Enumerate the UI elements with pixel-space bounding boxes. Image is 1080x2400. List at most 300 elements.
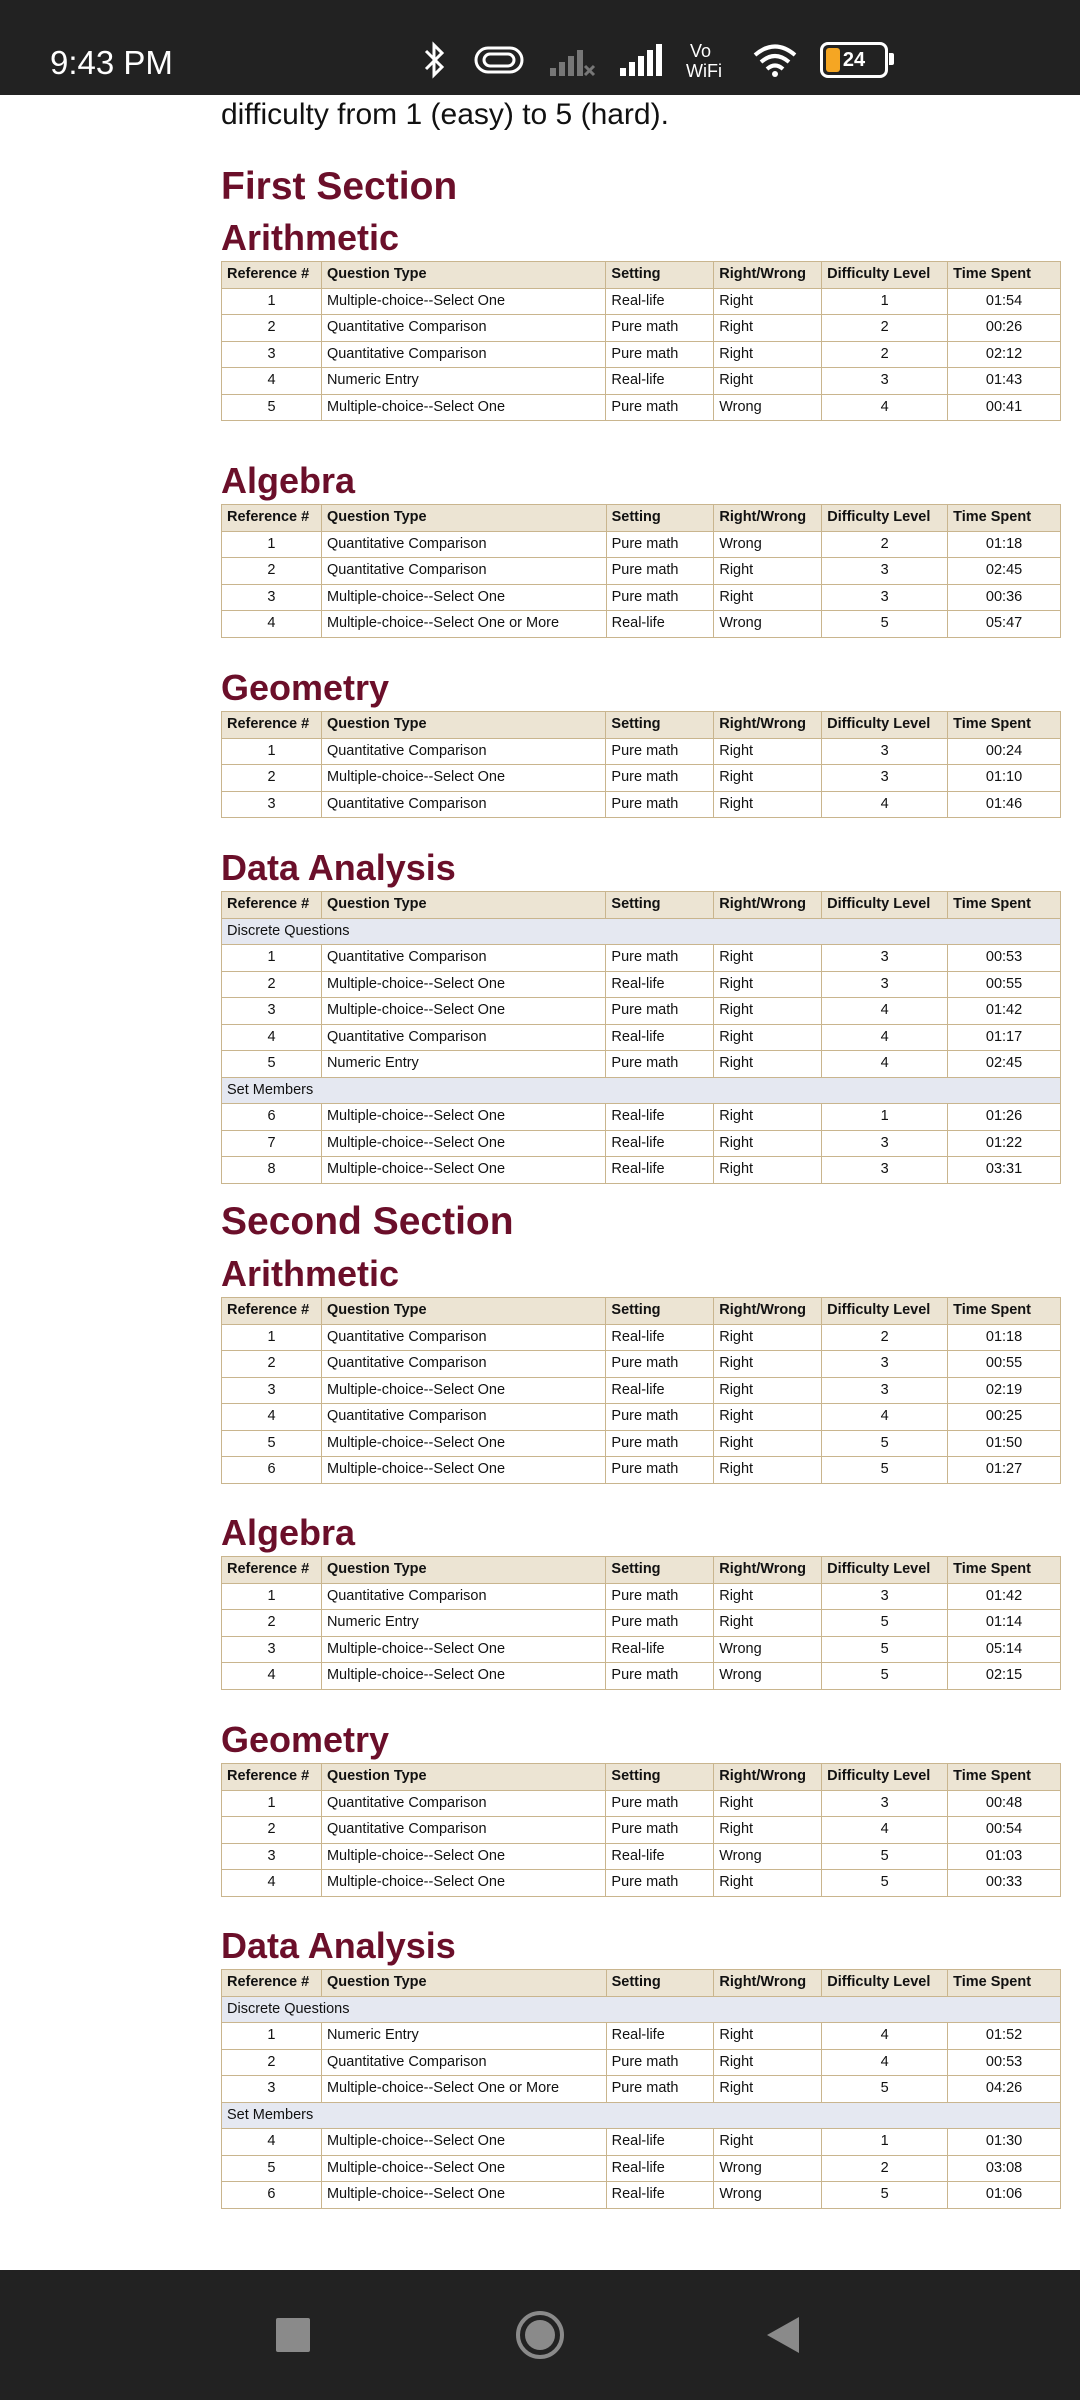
column-header: Setting: [606, 712, 714, 739]
table-cell: Right: [714, 1377, 822, 1404]
table-cell: Pure math: [606, 1817, 714, 1844]
back-triangle-icon: [765, 2315, 801, 2355]
table-cell: Right: [714, 1024, 822, 1051]
column-header: Difficulty Level: [822, 262, 948, 289]
table-cell: 2: [822, 531, 948, 558]
table-cell: 1: [222, 288, 322, 315]
table-cell: 5: [222, 394, 322, 421]
table-row: [222, 2049, 1061, 2076]
table-cell: Right: [714, 945, 822, 972]
subject-title: Arithmetic: [221, 1253, 400, 1294]
table-cell: Pure math: [606, 765, 714, 792]
table-cell: 3: [822, 584, 948, 611]
table-cell: 00:55: [948, 1351, 1061, 1378]
table-cell: 5: [822, 1870, 948, 1897]
table-cell: Quantitative Comparison: [321, 945, 605, 972]
table-row: [222, 584, 1061, 611]
table-cell: 3: [822, 945, 948, 972]
recents-square-icon: [275, 2317, 311, 2353]
table-cell: 01:14: [948, 1610, 1061, 1637]
table-cell: Real-life: [606, 971, 714, 998]
results-table: [221, 711, 1061, 818]
column-header: Setting: [606, 1970, 714, 1997]
table-cell: 2: [222, 2049, 322, 2076]
table-cell: Multiple-choice--Select One: [321, 288, 605, 315]
table-cell: Pure math: [606, 998, 714, 1025]
home-circle-icon: [515, 2310, 565, 2360]
table-cell: Real-life: [606, 2182, 714, 2209]
battery-icon: [820, 42, 888, 78]
table-cell: Right: [714, 1790, 822, 1817]
section-title: Second Section: [221, 1200, 514, 1243]
table-cell: 3: [822, 1583, 948, 1610]
navigation-bar: [0, 2270, 1080, 2400]
table-cell: 3: [222, 1843, 322, 1870]
column-header: Time Spent: [948, 262, 1061, 289]
table-cell: 3: [822, 1130, 948, 1157]
column-header: Setting: [606, 262, 714, 289]
subject-title: Algebra: [221, 460, 356, 501]
home-button[interactable]: [480, 2270, 600, 2400]
column-header: Reference #: [222, 1970, 322, 1997]
table-cell: Pure math: [606, 1404, 714, 1431]
table-cell: 3: [822, 1377, 948, 1404]
table-header-row: [222, 505, 1061, 532]
table-cell: Right: [714, 1324, 822, 1351]
table-row: [222, 765, 1061, 792]
table-cell: Real-life: [606, 1843, 714, 1870]
column-header: Setting: [606, 505, 714, 532]
intro-text: difficulty from 1 (easy) to 5 (hard).: [221, 98, 669, 131]
group-row: [222, 1077, 1061, 1104]
table-row: [222, 2129, 1061, 2156]
table-header-row: [222, 1298, 1061, 1325]
table-cell: Right: [714, 2129, 822, 2156]
table-row: [222, 945, 1061, 972]
table-header-row: [222, 712, 1061, 739]
table-row: [222, 341, 1061, 368]
column-header: Right/Wrong: [714, 1557, 822, 1584]
table-cell: Right: [714, 738, 822, 765]
battery-level: 24: [842, 48, 866, 71]
column-header: Right/Wrong: [714, 1298, 822, 1325]
table-cell: Quantitative Comparison: [321, 315, 605, 342]
table-cell: 3: [822, 738, 948, 765]
table-cell: Pure math: [606, 1790, 714, 1817]
results-table: [221, 1763, 1061, 1897]
table-row: [222, 1870, 1061, 1897]
table-cell: Pure math: [606, 1663, 714, 1690]
column-header: Time Spent: [948, 712, 1061, 739]
table-cell: Real-life: [606, 2155, 714, 2182]
table-cell: Quantitative Comparison: [321, 341, 605, 368]
table-cell: 00:26: [948, 315, 1061, 342]
table-cell: Quantitative Comparison: [321, 738, 605, 765]
table-cell: Right: [714, 1157, 822, 1184]
table-cell: Real-life: [606, 1104, 714, 1131]
table-cell: 4: [222, 1404, 322, 1431]
group-label: Discrete Questions: [222, 918, 1061, 945]
table-cell: Wrong: [714, 1636, 822, 1663]
table-cell: 01:54: [948, 288, 1061, 315]
table-cell: 2: [222, 1351, 322, 1378]
table-row: [222, 394, 1061, 421]
table-cell: Real-life: [606, 1377, 714, 1404]
column-header: Time Spent: [948, 1970, 1061, 1997]
table-cell: Multiple-choice--Select One: [321, 1377, 605, 1404]
table-cell: Pure math: [606, 1457, 714, 1484]
table-row: [222, 2155, 1061, 2182]
table-cell: 02:15: [948, 1663, 1061, 1690]
table-row: [222, 1324, 1061, 1351]
table-cell: Pure math: [606, 738, 714, 765]
table-cell: 03:08: [948, 2155, 1061, 2182]
group-row: [222, 1996, 1061, 2023]
column-header: Reference #: [222, 505, 322, 532]
column-header: Reference #: [222, 1557, 322, 1584]
table-cell: 5: [822, 1843, 948, 1870]
table-cell: Real-life: [606, 1324, 714, 1351]
signal-sim1-icon: [548, 42, 596, 78]
column-header: Difficulty Level: [822, 1298, 948, 1325]
table-cell: 4: [222, 1870, 322, 1897]
table-cell: 3: [822, 971, 948, 998]
table-cell: 3: [222, 1636, 322, 1663]
table-cell: 1: [822, 2129, 948, 2156]
table-row: [222, 2023, 1061, 2050]
table-cell: 6: [222, 1104, 322, 1131]
table-cell: 04:26: [948, 2076, 1061, 2103]
table-cell: 2: [822, 341, 948, 368]
table-cell: Multiple-choice--Select One: [321, 1430, 605, 1457]
table-cell: 4: [822, 1024, 948, 1051]
table-cell: 5: [822, 2182, 948, 2209]
table-cell: 2: [822, 2155, 948, 2182]
table-cell: 8: [222, 1157, 322, 1184]
column-header: Difficulty Level: [822, 712, 948, 739]
table-cell: Quantitative Comparison: [321, 1790, 605, 1817]
table-cell: Quantitative Comparison: [321, 1404, 605, 1431]
table-cell: Real-life: [606, 2023, 714, 2050]
table-cell: Pure math: [606, 1051, 714, 1078]
table-header-row: [222, 892, 1061, 919]
table-cell: 1: [822, 288, 948, 315]
table-cell: Right: [714, 765, 822, 792]
table-cell: 4: [822, 2049, 948, 2076]
table-cell: Multiple-choice--Select One: [321, 765, 605, 792]
table-cell: Multiple-choice--Select One: [321, 1457, 605, 1484]
table-cell: Pure math: [606, 584, 714, 611]
table-cell: 00:25: [948, 1404, 1061, 1431]
table-cell: Right: [714, 2049, 822, 2076]
table-cell: Pure math: [606, 2076, 714, 2103]
table-row: [222, 1790, 1061, 1817]
column-header: Question Type: [321, 262, 605, 289]
table-cell: Multiple-choice--Select One or More: [321, 2076, 606, 2103]
column-header: Right/Wrong: [714, 1764, 822, 1791]
table-cell: Right: [714, 2076, 822, 2103]
table-cell: 4: [222, 611, 322, 638]
table-cell: Multiple-choice--Select One: [321, 1636, 605, 1663]
table-cell: 4: [822, 1404, 948, 1431]
table-cell: Quantitative Comparison: [321, 1024, 605, 1051]
table-cell: Multiple-choice--Select One: [321, 1104, 605, 1131]
table-cell: Quantitative Comparison: [321, 2049, 606, 2076]
wifi-icon: [752, 42, 798, 78]
table-cell: 01:17: [948, 1024, 1061, 1051]
table-cell: Numeric Entry: [321, 368, 605, 395]
table-cell: Wrong: [714, 2182, 822, 2209]
table-cell: 5: [822, 611, 948, 638]
table-row: [222, 288, 1061, 315]
status-icons: [420, 40, 888, 80]
table-cell: Pure math: [606, 791, 714, 818]
table-cell: 00:36: [948, 584, 1061, 611]
table-cell: Right: [714, 558, 822, 585]
table-cell: 4: [222, 2129, 322, 2156]
table-row: [222, 1843, 1061, 1870]
results-table: [221, 1297, 1061, 1484]
table-cell: 2: [222, 1817, 322, 1844]
subject-title: Data Analysis: [221, 1925, 456, 1966]
column-header: Difficulty Level: [822, 1764, 948, 1791]
column-header: Question Type: [321, 505, 606, 532]
table-cell: Numeric Entry: [321, 1051, 605, 1078]
table-cell: Right: [714, 1130, 822, 1157]
column-header: Difficulty Level: [822, 1557, 948, 1584]
table-cell: 3: [222, 1377, 322, 1404]
table-cell: 01:42: [948, 1583, 1061, 1610]
table-cell: Real-life: [606, 611, 714, 638]
table-cell: Multiple-choice--Select One: [321, 1157, 605, 1184]
table-cell: 4: [822, 1051, 948, 1078]
table-cell: Pure math: [606, 1351, 714, 1378]
vibrate-ring-icon: [472, 42, 526, 78]
table-cell: 02:19: [948, 1377, 1061, 1404]
table-row: [222, 558, 1061, 585]
table-cell: 1: [222, 945, 322, 972]
table-cell: Right: [714, 1051, 822, 1078]
group-row: [222, 2102, 1061, 2129]
table-cell: 6: [222, 1457, 322, 1484]
results-table: [221, 1556, 1061, 1690]
table-cell: 5: [222, 2155, 322, 2182]
table-row: [222, 1430, 1061, 1457]
column-header: Question Type: [321, 1970, 606, 1997]
table-cell: 5: [222, 1051, 322, 1078]
table-cell: 5: [822, 1457, 948, 1484]
table-row: [222, 791, 1061, 818]
table-cell: Pure math: [606, 945, 714, 972]
table-cell: Real-life: [606, 1024, 714, 1051]
table-cell: 00:53: [948, 945, 1061, 972]
table-cell: Pure math: [606, 2049, 714, 2076]
results-table: [221, 1969, 1061, 2209]
column-header: Setting: [606, 1557, 714, 1584]
table-cell: 3: [222, 998, 322, 1025]
table-header-row: [222, 1970, 1061, 1997]
table-row: [222, 1157, 1061, 1184]
group-row: [222, 918, 1061, 945]
results-table: [221, 261, 1061, 421]
group-label: Discrete Questions: [222, 1996, 1061, 2023]
table-cell: Real-life: [606, 288, 714, 315]
table-row: [222, 2076, 1061, 2103]
table-cell: 01:10: [948, 765, 1061, 792]
table-cell: 3: [822, 558, 948, 585]
table-cell: 2: [222, 558, 322, 585]
table-row: [222, 1457, 1061, 1484]
table-cell: Multiple-choice--Select One: [321, 1843, 605, 1870]
table-cell: 2: [822, 1324, 948, 1351]
table-cell: 3: [222, 791, 322, 818]
table-cell: 3: [822, 1790, 948, 1817]
table-cell: 4: [822, 998, 948, 1025]
table-cell: Quantitative Comparison: [321, 1583, 605, 1610]
table-row: [222, 1351, 1061, 1378]
table-cell: 02:12: [948, 341, 1061, 368]
table-cell: 5: [822, 1610, 948, 1637]
table-cell: 01:42: [948, 998, 1061, 1025]
table-cell: Multiple-choice--Select One: [321, 1130, 605, 1157]
table-row: [222, 1583, 1061, 1610]
table-cell: 00:33: [948, 1870, 1061, 1897]
table-cell: 1: [222, 1324, 322, 1351]
table-cell: 01:22: [948, 1130, 1061, 1157]
table-cell: 5: [822, 1430, 948, 1457]
table-cell: 1: [222, 531, 322, 558]
column-header: Right/Wrong: [714, 262, 822, 289]
table-cell: Multiple-choice--Select One: [321, 2155, 606, 2182]
column-header: Question Type: [321, 1764, 605, 1791]
table-cell: Quantitative Comparison: [321, 791, 605, 818]
results-table: [221, 504, 1061, 638]
column-header: Difficulty Level: [822, 505, 948, 532]
table-cell: 7: [222, 1130, 322, 1157]
table-cell: 1: [222, 2023, 322, 2050]
table-cell: Right: [714, 315, 822, 342]
table-cell: 2: [222, 971, 322, 998]
table-cell: Quantitative Comparison: [321, 531, 606, 558]
column-header: Question Type: [321, 1298, 605, 1325]
column-header: Setting: [606, 892, 714, 919]
table-cell: 4: [822, 2023, 948, 2050]
bluetooth-icon: [420, 40, 450, 80]
recents-button[interactable]: [233, 2270, 353, 2400]
vowifi-icon: [686, 40, 730, 80]
column-header: Reference #: [222, 1298, 322, 1325]
subject-title: Arithmetic: [221, 217, 400, 258]
table-cell: Multiple-choice--Select One: [321, 1870, 605, 1897]
table-cell: 01:46: [948, 791, 1061, 818]
column-header: Time Spent: [948, 1557, 1061, 1584]
table-cell: Numeric Entry: [321, 1610, 605, 1637]
column-header: Setting: [606, 1764, 714, 1791]
table-cell: 01:27: [948, 1457, 1061, 1484]
table-cell: Real-life: [606, 1130, 714, 1157]
table-cell: 1: [222, 1790, 322, 1817]
table-cell: 2: [222, 1610, 322, 1637]
table-cell: Right: [714, 1104, 822, 1131]
table-cell: Pure math: [606, 1583, 714, 1610]
table-cell: Real-life: [606, 368, 714, 395]
column-header: Time Spent: [948, 505, 1061, 532]
column-header: Right/Wrong: [714, 1970, 822, 1997]
column-header: Question Type: [321, 1557, 605, 1584]
table-row: [222, 1610, 1061, 1637]
table-cell: Multiple-choice--Select One: [321, 971, 605, 998]
table-cell: Wrong: [714, 531, 822, 558]
back-button[interactable]: [723, 2270, 843, 2400]
table-row: [222, 1817, 1061, 1844]
subject-title: Geometry: [221, 667, 390, 708]
status-time: 9:43 PM: [50, 44, 173, 81]
column-header: Reference #: [222, 1764, 322, 1791]
table-row: [222, 1130, 1061, 1157]
table-cell: Quantitative Comparison: [321, 558, 606, 585]
table-cell: 2: [222, 765, 322, 792]
table-cell: 1: [222, 738, 322, 765]
table-cell: 02:45: [948, 558, 1061, 585]
table-cell: Pure math: [606, 1430, 714, 1457]
column-header: Time Spent: [948, 892, 1061, 919]
table-cell: 4: [222, 1663, 322, 1690]
table-row: [222, 1051, 1061, 1078]
table-cell: Quantitative Comparison: [321, 1351, 605, 1378]
table-header-row: [222, 1764, 1061, 1791]
table-row: [222, 611, 1061, 638]
table-cell: Pure math: [606, 1610, 714, 1637]
table-row: [222, 315, 1061, 342]
table-cell: 3: [822, 765, 948, 792]
table-cell: Multiple-choice--Select One: [321, 1663, 605, 1690]
table-cell: 01:18: [948, 1324, 1061, 1351]
table-cell: 01:50: [948, 1430, 1061, 1457]
table-row: [222, 531, 1061, 558]
table-cell: Right: [714, 1870, 822, 1897]
table-cell: 01:30: [948, 2129, 1061, 2156]
table-cell: Right: [714, 1430, 822, 1457]
table-cell: 3: [222, 2076, 322, 2103]
table-cell: 4: [222, 368, 322, 395]
table-row: [222, 1104, 1061, 1131]
column-header: Difficulty Level: [822, 892, 948, 919]
table-cell: 4: [822, 791, 948, 818]
table-row: [222, 738, 1061, 765]
table-cell: 3: [222, 341, 322, 368]
table-cell: Right: [714, 971, 822, 998]
table-cell: Quantitative Comparison: [321, 1817, 605, 1844]
results-table: [221, 891, 1061, 1184]
table-cell: 2: [222, 315, 322, 342]
table-row: [222, 1024, 1061, 1051]
table-row: [222, 998, 1061, 1025]
subject-title: Algebra: [221, 1512, 356, 1553]
table-cell: 2: [822, 315, 948, 342]
group-label: Set Members: [222, 1077, 1061, 1104]
table-cell: Multiple-choice--Select One: [321, 2129, 606, 2156]
table-header-row: [222, 262, 1061, 289]
table-row: [222, 971, 1061, 998]
table-cell: 00:55: [948, 971, 1061, 998]
table-cell: 01:18: [948, 531, 1061, 558]
section-title: First Section: [221, 165, 458, 208]
table-cell: Wrong: [714, 611, 822, 638]
subject-title: Geometry: [221, 1719, 390, 1760]
table-cell: 01:03: [948, 1843, 1061, 1870]
subject-title: Data Analysis: [221, 847, 456, 888]
table-row: [222, 1404, 1061, 1431]
